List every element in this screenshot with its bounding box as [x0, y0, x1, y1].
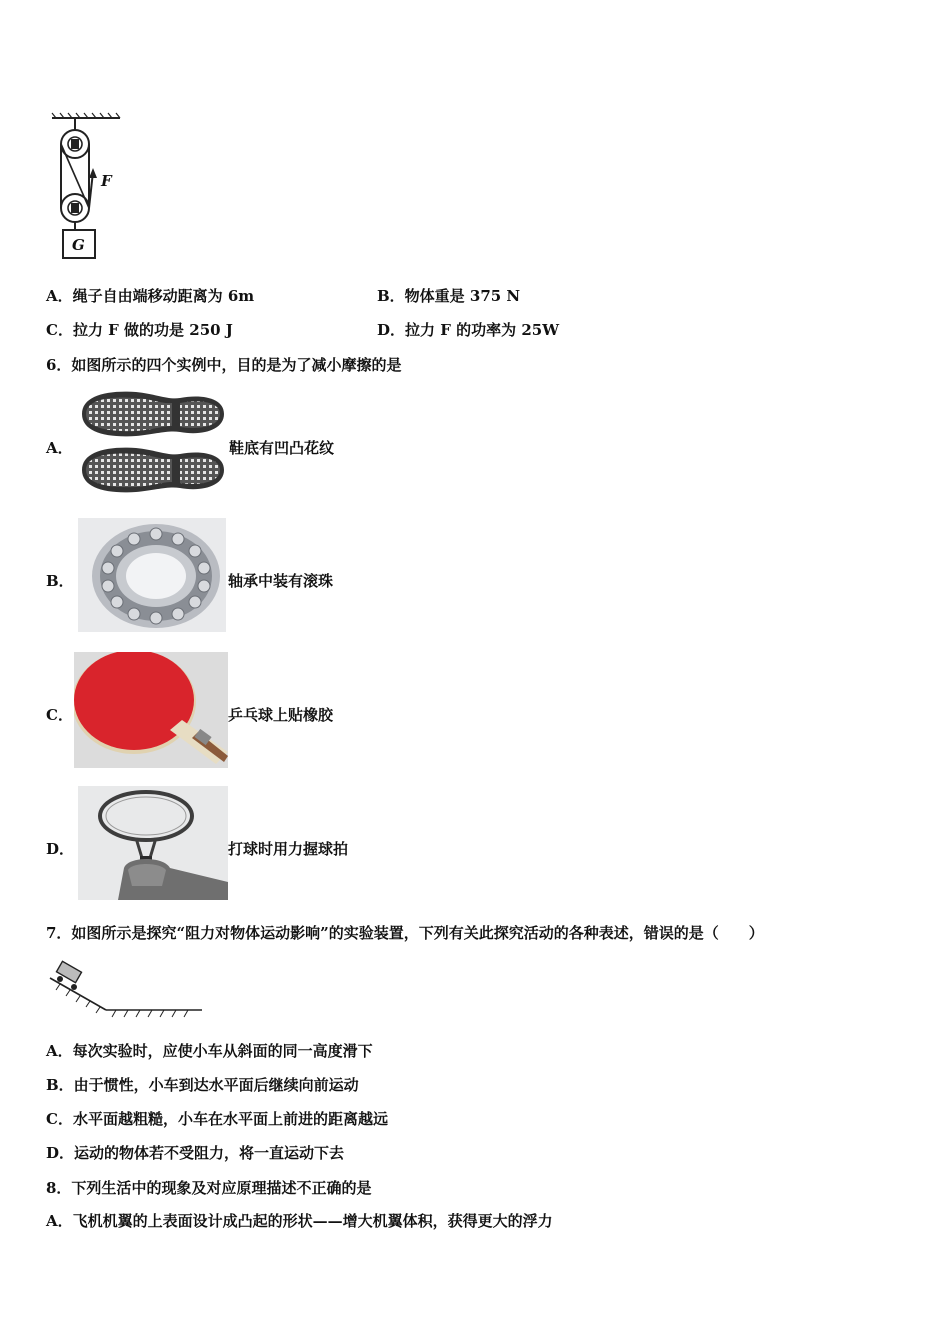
- q6-option-a-letter: A．: [46, 439, 73, 457]
- q7-option-a: A．每次实验时，应使小车从斜面的同一高度滑下: [46, 1042, 373, 1060]
- q6-option-a-text: 鞋底有凹凸花纹: [229, 439, 335, 457]
- shoe-sole-image: [76, 386, 228, 500]
- q8-option-a: A．飞机机翼的上表面设计成凸起的形状——增大机翼体积，获得更大的浮力: [46, 1212, 553, 1230]
- tennis-racket-grip-image: [78, 786, 228, 900]
- table-tennis-paddle-image: [74, 652, 228, 768]
- q6-option-d-letter: D．: [46, 840, 75, 858]
- weight-label: G: [72, 236, 85, 254]
- q6-option-b-text: 轴承中装有滚珠: [228, 572, 334, 590]
- q6-stem: 6．如图所示的四个实例中，目的是为了减小摩擦的是: [46, 356, 402, 374]
- q5-option-b: B．物体重是 375 N: [377, 287, 521, 305]
- incline-experiment-diagram: [46, 960, 206, 1020]
- q7-option-c: C．水平面越粗糙，小车在水平面上前进的距离越远: [46, 1110, 388, 1128]
- pulley-diagram: [46, 112, 126, 264]
- q7-option-d: D．运动的物体若不受阻力，将一直运动下去: [46, 1144, 345, 1162]
- q6-option-c-letter: C．: [46, 706, 73, 724]
- q6-option-c-text: 乒乓球上贴橡胶: [228, 706, 334, 724]
- q5-option-c: C．拉力 F 做的功是 250 J: [46, 321, 233, 339]
- q7-stem: 7．如图所示是探究“阻力对物体运动影响”的实验装置，下列有关此探究活动的各种表述，错误的是（ ）: [46, 924, 764, 942]
- q5-option-a: A．绳子自由端移动距离为 6m: [46, 287, 255, 305]
- q5-option-d: D．拉力 F 的功率为 25W: [377, 321, 560, 339]
- q6-option-d-text: 打球时用力握球拍: [228, 840, 349, 858]
- force-label: F: [101, 172, 112, 190]
- q8-stem: 8．下列生活中的现象及对应原理描述不正确的是: [46, 1179, 372, 1197]
- ball-bearing-image: [78, 518, 226, 632]
- q7-option-b: B．由于惯性，小车到达水平面后继续向前运动: [46, 1076, 359, 1094]
- q6-option-b-letter: B．: [46, 572, 74, 590]
